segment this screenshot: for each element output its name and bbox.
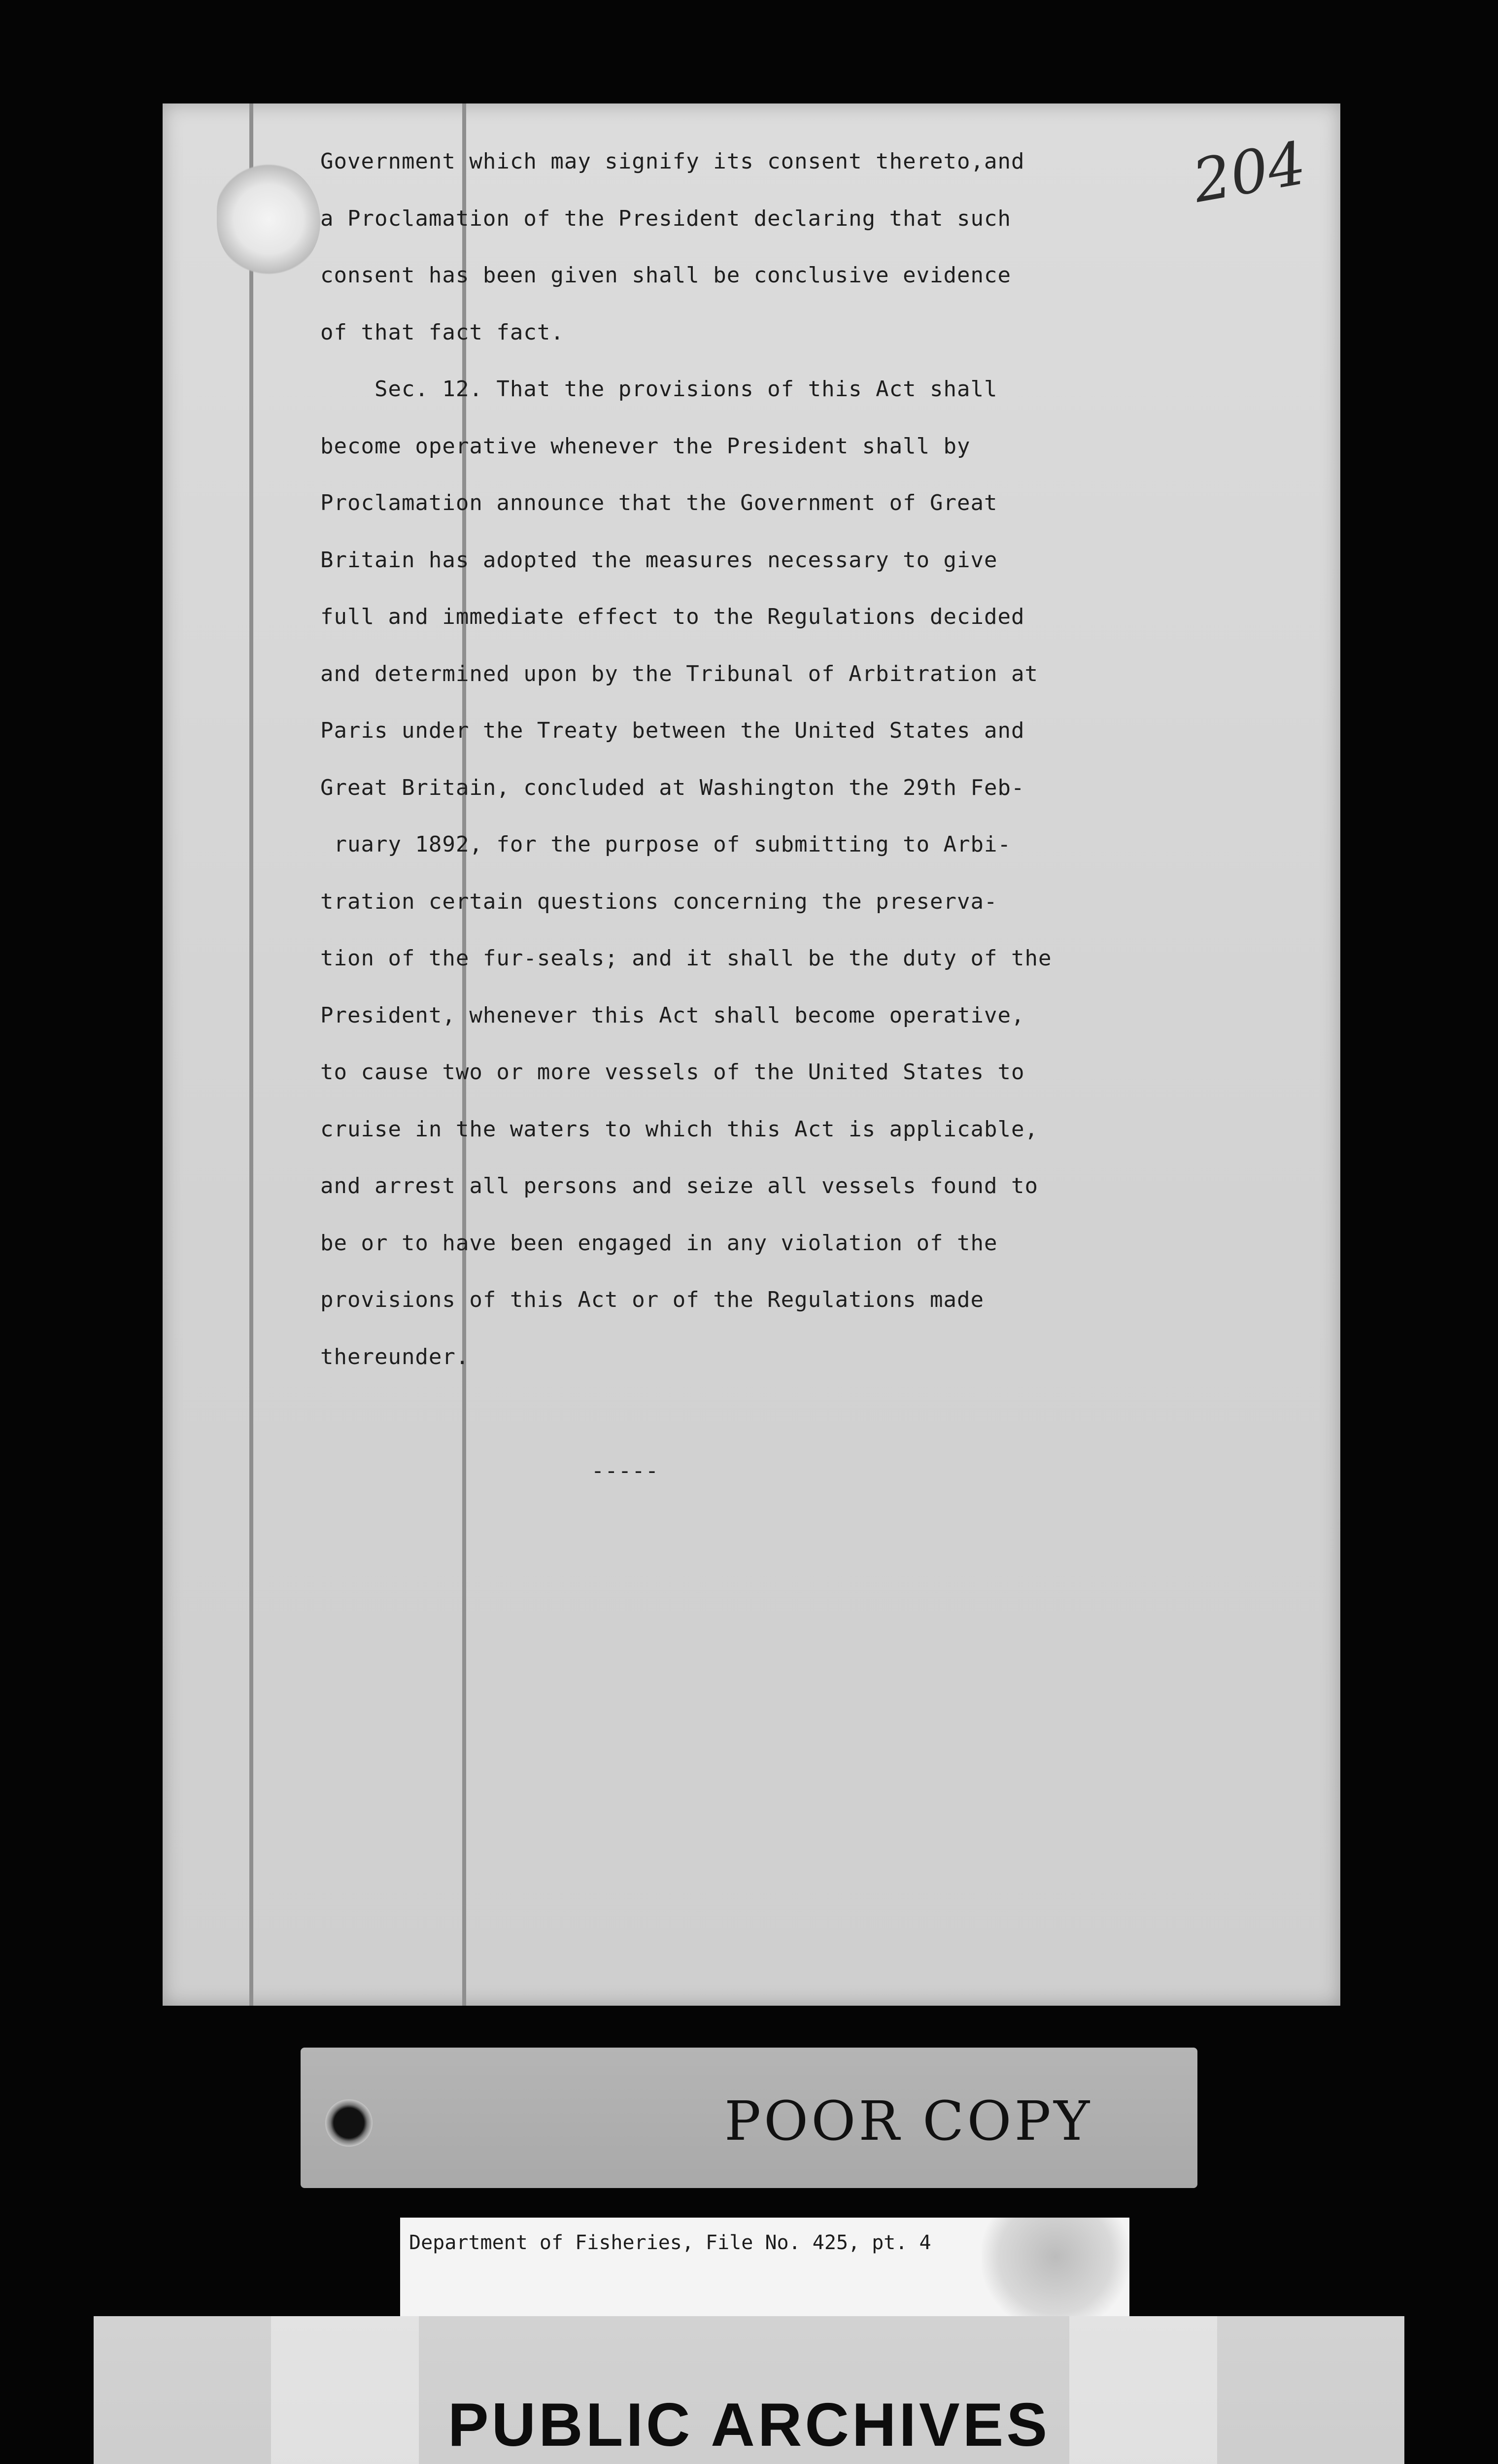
text-line: Great Britain, concluded at Washington the 29th Feb- bbox=[320, 775, 1025, 800]
text-line: be or to have been engaged in any violation of the bbox=[320, 1230, 998, 1256]
text-line: ruary 1892, for the purpose of submitting to Arbi- bbox=[320, 832, 1012, 857]
file-reference-slip bbox=[400, 2218, 1129, 2316]
text-line: become operative whenever the President shall by bbox=[320, 433, 971, 459]
grommet-icon bbox=[325, 2099, 373, 2147]
text-line: tration certain questions concerning the preserva- bbox=[320, 889, 998, 914]
text-line: a Proclamation of the President declaring that such bbox=[320, 205, 1012, 231]
text-line: of that fact fact. bbox=[320, 319, 564, 345]
poor-copy-tag bbox=[301, 2048, 1197, 2188]
file-reference-text: Department of Fisheries, File No. 425, pt. 4 bbox=[409, 2231, 931, 2254]
paper-stain bbox=[217, 163, 320, 276]
text-line: tion of the fur-seals; and it shall be the duty of the bbox=[320, 946, 1052, 971]
text-line: President, whenever this Act shall become operative, bbox=[320, 1002, 1025, 1028]
typed-text-body bbox=[320, 133, 1158, 1483]
text-line bbox=[320, 1385, 1158, 1442]
text-line: Government which may signify its consent thereto,and bbox=[320, 149, 1025, 174]
text-line: ----- bbox=[320, 1458, 659, 1483]
text-line: consent has been given shall be conclusive evidence bbox=[320, 263, 1012, 288]
text-line: and arrest all persons and seize all vessels found to bbox=[320, 1173, 1038, 1198]
archives-stamp-card bbox=[94, 2316, 1404, 2464]
stamp-line-english: PUBLIC ARCHIVES bbox=[447, 2391, 1051, 2459]
text-line: Sec. 12. That the provisions of this Act shall bbox=[320, 376, 998, 402]
text-line: to cause two or more vessels of the United States to bbox=[320, 1060, 1025, 1085]
text-line: Britain has adopted the measures necessary to give bbox=[320, 547, 998, 573]
slip-smudge bbox=[982, 2218, 1129, 2316]
handwritten-page-number: 204 bbox=[1188, 129, 1311, 216]
poor-copy-label: POOR COPY bbox=[724, 2089, 1093, 2153]
text-line: Proclamation announce that the Government of Great bbox=[320, 490, 998, 515]
text-line: thereunder. bbox=[320, 1344, 470, 1369]
text-line: full and immediate effect to the Regulations decided bbox=[320, 604, 1025, 629]
text-line: cruise in the waters to which this Act is applicable, bbox=[320, 1116, 1038, 1142]
text-line: Paris under the Treaty between the United States and bbox=[320, 718, 1025, 743]
margin-rule-left bbox=[249, 103, 253, 2006]
text-line: provisions of this Act or of the Regulations made bbox=[320, 1287, 985, 1312]
text-line: and determined upon by the Tribunal of Arbitration at bbox=[320, 661, 1038, 686]
